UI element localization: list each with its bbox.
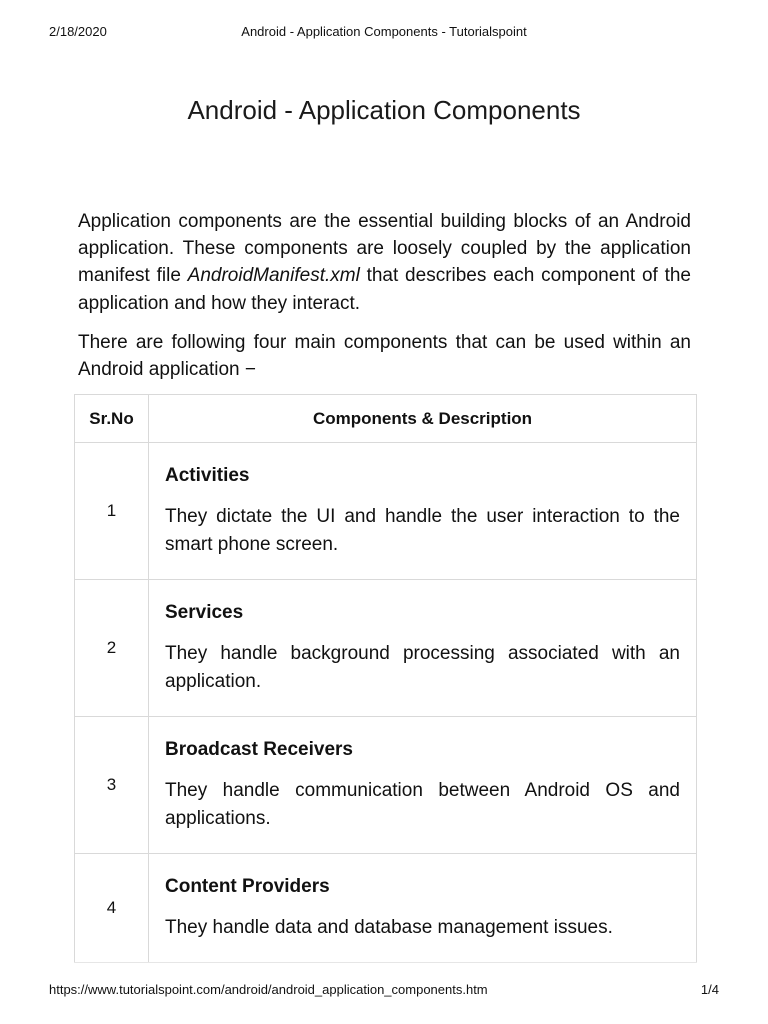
row-number: 2 xyxy=(75,580,149,717)
row-number: 1 xyxy=(75,443,149,580)
print-header-title: Android - Application Components - Tutorialspoint xyxy=(241,24,527,39)
manifest-file-name: AndroidManifest.xml xyxy=(187,265,360,287)
table-row xyxy=(75,580,697,717)
row-content xyxy=(149,854,697,963)
header-components-description: Components & Description xyxy=(149,395,697,443)
print-footer-page-number: 1/4 xyxy=(700,982,719,997)
components-table xyxy=(74,394,697,963)
table-row xyxy=(75,717,697,854)
component-name: Broadcast Receivers xyxy=(165,739,353,761)
table-header-row xyxy=(75,395,697,443)
row-content xyxy=(149,717,697,854)
row-number: 4 xyxy=(75,854,149,963)
row-content xyxy=(149,443,697,580)
table-row xyxy=(75,854,697,963)
component-description: They dictate the UI and handle the user interaction to the smart phone screen. xyxy=(165,506,680,555)
page-title: Android - Application Components xyxy=(187,95,581,125)
row-number: 3 xyxy=(75,717,149,854)
component-description: They handle communication between Android OS and applications. xyxy=(165,780,680,829)
intro-text-start: Application components are the essential building blocks of an Android application. These components are loosely coupled by the application manifest file xyxy=(78,211,691,287)
print-header-date: 2/18/2020 xyxy=(49,24,107,39)
intro-text-end: that describes each component of the application and how they interact. xyxy=(78,265,691,314)
component-name: Content Providers xyxy=(165,875,330,897)
print-footer-url: https://www.tutorialspoint.com/android/android_application_components.htm xyxy=(49,982,488,997)
component-description: They handle background processing associated with an application. xyxy=(165,643,680,692)
component-name: Services xyxy=(165,602,244,624)
component-name: Activities xyxy=(165,465,250,487)
lead-paragraph: There are following four main components that can be used within an Android application − xyxy=(78,332,691,381)
table-row xyxy=(75,443,697,580)
intro-paragraph xyxy=(78,208,691,317)
header-sr-no: Sr.No xyxy=(75,395,149,443)
row-content xyxy=(149,580,697,717)
component-description: They handle data and database management issues. xyxy=(165,916,613,938)
